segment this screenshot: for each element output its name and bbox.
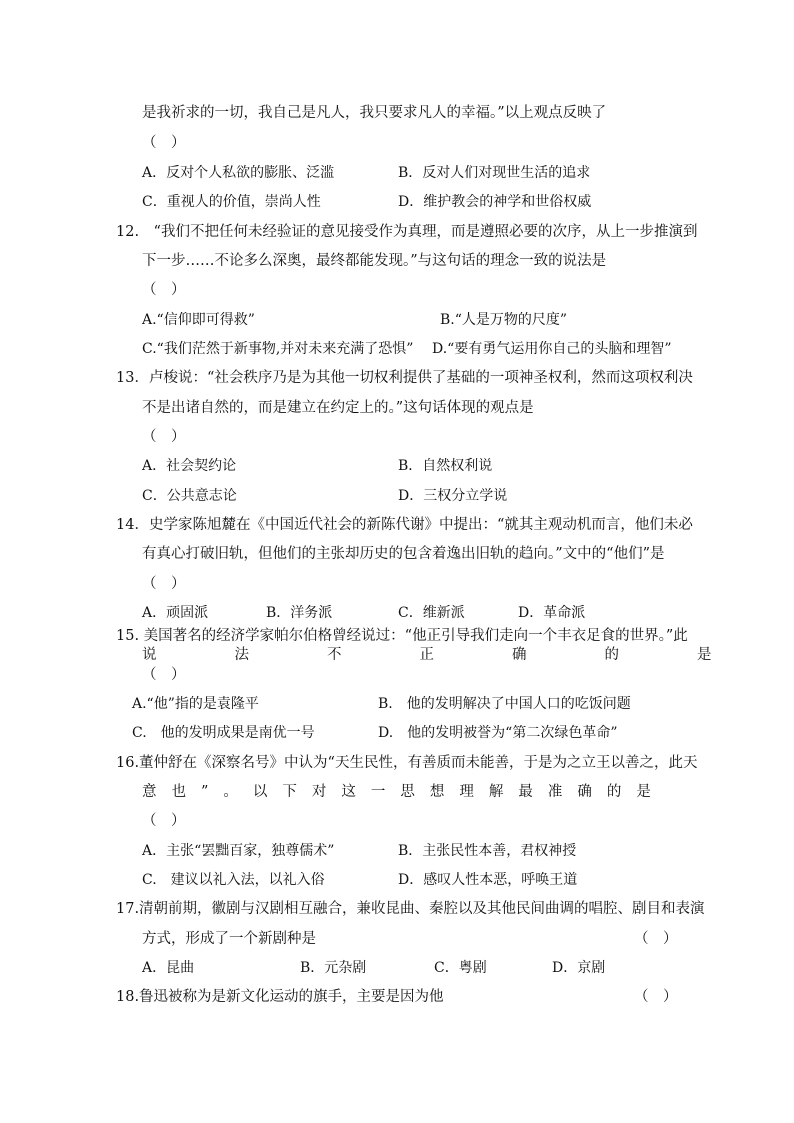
q13-option-d: D．三权分立学说 bbox=[398, 488, 508, 504]
q16-answer-paren: （ ） bbox=[142, 813, 186, 829]
q15-stem-line2-text: 说法不正确的是 bbox=[142, 647, 790, 663]
q15-option-b: B. 他的发明解决了中国人口的吃饭问题 bbox=[378, 696, 631, 712]
q11-option-c: C．重视人的价值，崇尚人性 bbox=[142, 194, 321, 210]
q11-option-a: A．反对个人私欲的膨胀、泛滥 bbox=[142, 165, 335, 181]
q17-option-d: D．京剧 bbox=[552, 960, 606, 976]
q14-option-d: D．革命派 bbox=[518, 605, 586, 621]
q17-option-c: C．粤剧 bbox=[434, 960, 487, 976]
q16-stem-line1: 16.董仲舒在《深察名号》中认为“天生民性，有善质而未能善，于是为之立王以善之，此天 bbox=[116, 755, 698, 771]
q15-option-d: D. 他的发明被誉为“第二次绿色革命” bbox=[378, 725, 618, 741]
q12-stem-line1: 12. “我们不把任何未经验证的意见接受作为真理，而是遵照必要的次序，从上一步推演到 bbox=[116, 224, 698, 240]
q16-option-a: A．主张“罢黜百家，独尊儒术” bbox=[142, 843, 335, 859]
q12-option-a: A.“信仰即可得救” bbox=[142, 312, 255, 328]
q14-stem-line2: 有真心打破旧轨，但他们的主张却历史的包含着逸出旧轨的趋向。”文中的“他们”是 bbox=[142, 546, 665, 562]
q12-option-d: D.“要有勇气运用你自己的头脑和理智” bbox=[432, 341, 672, 357]
q17-option-a: A．昆曲 bbox=[142, 960, 195, 976]
q13-option-b: B．自然权利说 bbox=[398, 458, 493, 474]
q16-stem-line2: 意也”。以下对这一思想理解最准确的是 bbox=[142, 784, 666, 800]
q14-option-b: B．洋务派 bbox=[266, 605, 333, 621]
q12-stem-line2: 下一步……不论多么深奥，最终都能发现。”与这句话的理念一致的说法是 bbox=[142, 253, 607, 269]
q14-option-c: C．维新派 bbox=[398, 605, 465, 621]
q14-stem-line1: 14．史学家陈旭麓在《中国近代社会的新陈代谢》中提出：“就其主观动机而言，他们未必 bbox=[116, 517, 693, 533]
q14-answer-paren: （ ） bbox=[142, 576, 186, 592]
q12-option-c: C.“我们茫然于新事物,并对未来充满了恐惧” bbox=[142, 341, 414, 357]
q14-option-a: A．顽固派 bbox=[142, 605, 209, 621]
q11-answer-paren: （ ） bbox=[142, 135, 186, 151]
q13-option-a: A．社会契约论 bbox=[142, 458, 237, 474]
q17-stem-line2: 方式，形成了一个新剧种是 bbox=[142, 931, 316, 947]
q15-option-c: C. 他的发明成果是南优一号 bbox=[132, 725, 315, 741]
q13-stem-line1: 13．卢梭说：“社会秩序乃是为其他一切权利提供了基础的一项神圣权利，然而这项权利决 bbox=[116, 370, 693, 386]
q11-option-d: D．维护教会的神学和世俗权威 bbox=[398, 194, 592, 210]
q11-option-b: B．反对人们对现世生活的追求 bbox=[398, 165, 591, 181]
q15-answer-paren: （ ） bbox=[142, 667, 186, 683]
q17-option-b: B．元杂剧 bbox=[300, 960, 367, 976]
q17-answer-paren: （ ） bbox=[634, 931, 678, 947]
q11-stem-continuation: 是我祈求的一切，我自己是凡人，我只要求凡人的幸福。”以上观点反映了 bbox=[142, 105, 607, 121]
q13-stem-line2: 不是出诸自然的，而是建立在约定上的。”这句话体现的观点是 bbox=[142, 400, 534, 416]
q15-stem-line2 bbox=[142, 645, 790, 665]
q18-stem-line1: 18.鲁迅被称为是新文化运动的旗手，主要是因为他 bbox=[116, 989, 444, 1005]
q12-answer-paren: （ ） bbox=[142, 282, 186, 298]
q13-answer-paren: （ ） bbox=[142, 429, 186, 445]
q16-option-b: B．主张民性本善，君权神授 bbox=[398, 843, 577, 859]
q16-option-c: C. 建议以礼入法，以礼入俗 bbox=[142, 872, 325, 888]
q12-option-b: B.“人是万物的尺度” bbox=[440, 312, 568, 328]
q18-answer-paren: （ ） bbox=[634, 989, 678, 1005]
q13-option-c: C．公共意志论 bbox=[142, 488, 237, 504]
q15-stem-line1: 15. 美国著名的经济学家帕尔伯格曾经说过：“他正引导我们走向一个丰衣足食的世界。”此 bbox=[116, 628, 688, 644]
q16-option-d: D．感叹人性本恶，呼唤王道 bbox=[398, 872, 578, 888]
q15-option-a: A.“他”指的是袁隆平 bbox=[132, 696, 259, 712]
q17-stem-line1: 17.清朝前期，徽剧与汉剧相互融合，兼收昆曲、秦腔以及其他民间曲调的唱腔、剧目和表演 bbox=[116, 901, 705, 917]
